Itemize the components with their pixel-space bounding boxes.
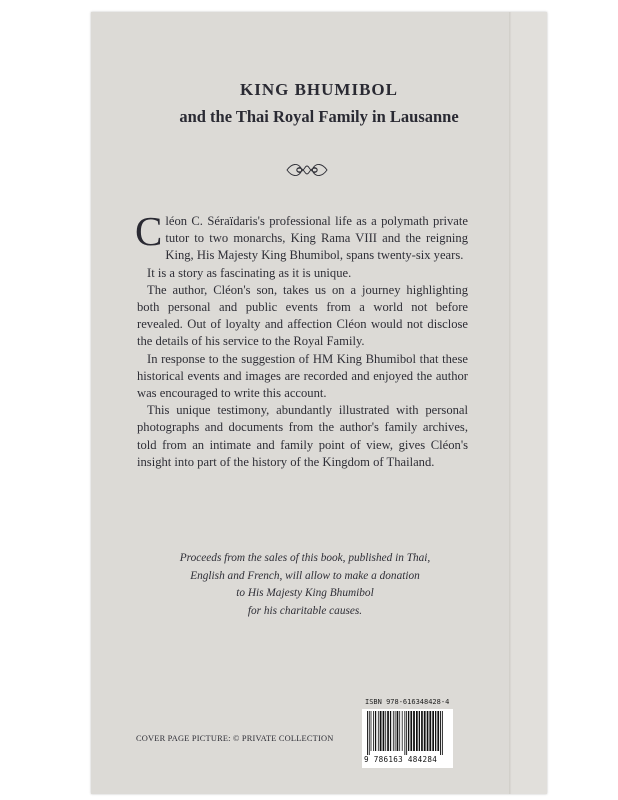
barcode-bar	[387, 711, 389, 751]
barcode-bar	[432, 711, 434, 751]
note-line: English and French, will allow to make a donation	[190, 569, 420, 582]
note-line: for his charitable causes.	[247, 604, 363, 617]
barcode-bar	[378, 711, 379, 751]
barcode-bar	[442, 711, 443, 755]
barcode-bar	[421, 711, 423, 751]
barcode-bar	[427, 711, 429, 751]
paragraph-text: léon C. Séraïdaris's professional life as a polymath private tutor to two monarchs, King Rama VIII and the reigning King, His Majesty King Bhumibol, spans twenty-six years.	[165, 214, 468, 263]
book-subtitle: and the Thai Royal Family in Lausanne	[179, 107, 459, 126]
flourish-ornament-icon	[284, 161, 330, 179]
barcode-bar	[429, 711, 431, 751]
barcode-bar	[440, 711, 441, 755]
drop-cap: C	[135, 208, 163, 254]
blurb-paragraph-2: It is a story as fascinating as it is unique.	[147, 265, 352, 280]
isbn-label: ISBN 978-616348428-4	[365, 698, 450, 706]
barcode-bar	[419, 711, 420, 751]
barcode-bar	[437, 711, 439, 751]
barcode-bar	[367, 711, 368, 755]
note-line: to His Majesty King Bhumibol	[236, 587, 374, 599]
barcode-bar	[383, 711, 385, 751]
spine-edge	[512, 12, 547, 794]
barcode-bar	[390, 711, 391, 751]
blurb-text	[135, 208, 468, 471]
blurb-paragraph-5: This unique testimony, abundantly illustrated with personal photographs and documents from the author's family archives, told from an intimate and family point of view, gives Cléon's insight into part of the history of the Kingdom of Thailand.	[137, 403, 468, 469]
barcode-bar	[408, 711, 409, 751]
donation-note	[150, 550, 460, 620]
barcode-bar	[410, 711, 412, 751]
barcode-bar	[385, 711, 386, 751]
blurb-paragraph-1	[135, 208, 468, 265]
book-title: KING BHUMIBOL	[240, 80, 398, 99]
barcode-bar	[373, 711, 374, 751]
barcode-bar	[375, 711, 376, 751]
note-line: Proceeds from the sales of this book, published in Thai,	[179, 552, 431, 564]
barcode-bar	[416, 711, 418, 751]
blurb-paragraph-3: The author, Cléon's son, takes us on a journey highlighting both personal and public events from a world not before revealed. Out of loyalty and affection Cléon would not disclose the details of his service to the Royal Family.	[137, 282, 468, 349]
barcode	[366, 711, 452, 755]
barcode-bar	[369, 711, 370, 755]
barcode-bar	[404, 711, 405, 755]
barcode-bar	[435, 711, 436, 751]
cover-picture-credit: COVER PAGE PICTURE: © PRIVATE COLLECTION	[136, 734, 334, 743]
barcode-bar	[402, 711, 403, 751]
barcode-bar	[406, 711, 407, 755]
barcode-bar	[413, 711, 415, 751]
blurb-paragraph-4: In response to the suggestion of HM King Bhumibol that these historical events and images are recorded and enjoyed the author was encouraged to write this account.	[137, 351, 468, 401]
barcode-bar	[371, 711, 372, 751]
barcode-bar	[424, 711, 426, 751]
barcode-bar	[399, 711, 400, 751]
barcode-bar	[397, 711, 399, 751]
barcode-bar	[380, 711, 382, 751]
barcode-bar	[393, 711, 394, 751]
barcode-digits: 9 786163 484284	[364, 755, 438, 764]
barcode-bar	[395, 711, 396, 751]
